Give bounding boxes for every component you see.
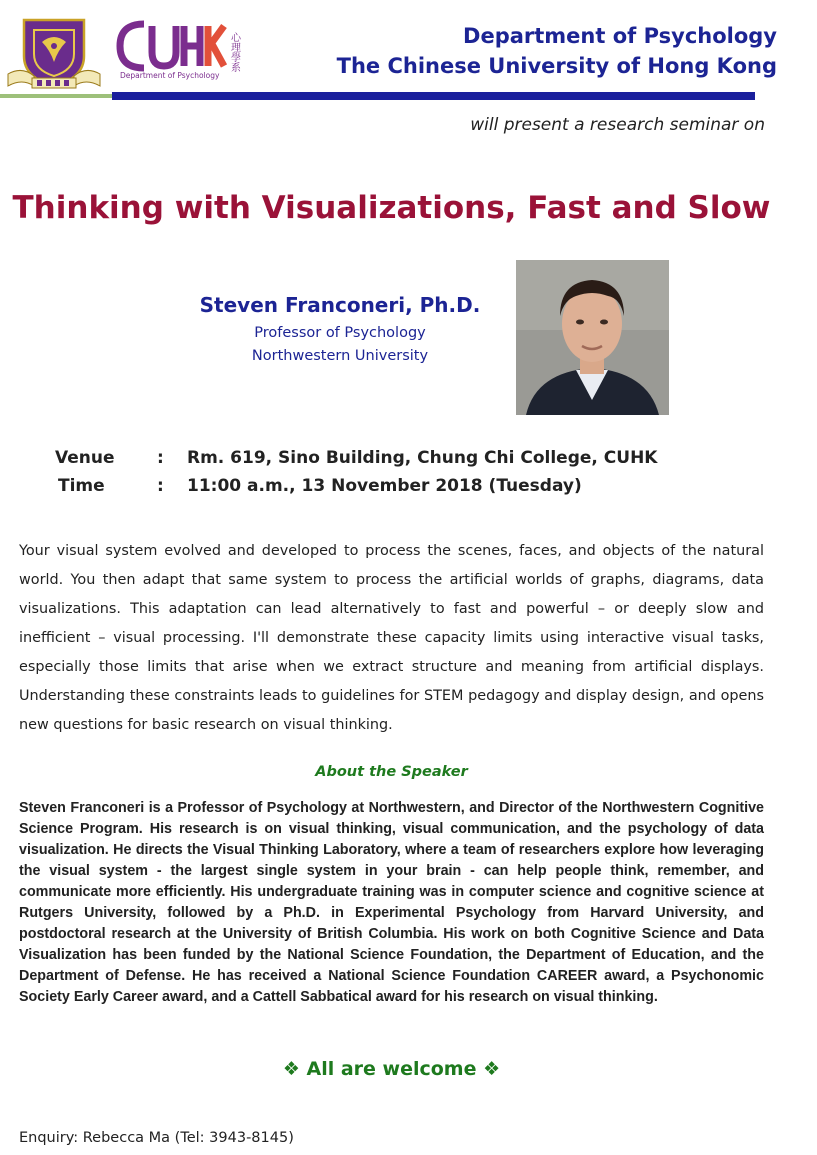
venue-label: Venue [55, 448, 115, 468]
speaker-photo [516, 260, 669, 415]
venue-value: Rm. 619, Sino Building, Chung Chi College, CUHK [187, 448, 658, 468]
speaker-institution: Northwestern University [251, 348, 429, 364]
about-speaker-heading: About the Speaker [315, 764, 468, 780]
time-separator: : [157, 476, 164, 496]
welcome-message: ❖ All are welcome ❖ [282, 1058, 501, 1080]
time-value: 11:00 a.m., 13 November 2018 (Tuesday) [187, 476, 582, 496]
header-rule-green [0, 94, 112, 98]
intro-line: will present a research seminar on [470, 115, 765, 135]
seminar-title: Thinking with Visualizations, Fast and Slow [12, 190, 771, 226]
department-name: Department of Psychology [463, 24, 777, 48]
enquiry-contact: Enquiry: Rebecca Ma (Tel: 3943-8145) [19, 1130, 294, 1146]
psychology-department-logo [116, 16, 246, 80]
speaker-position: Professor of Psychology [254, 325, 426, 341]
logo-chinese: 心理學系 [228, 32, 240, 72]
cuhk-crest-logo [4, 16, 104, 92]
time-label: Time [58, 476, 105, 496]
university-name: The Chinese University of Hong Kong [336, 54, 777, 78]
abstract-paragraph: Your visual system evolved and developed to process the scenes, faces, and objects of the natural world. You then adapt that same system to process the artificial worlds of graphs, diagrams, data visualizations. This adaptation can lead alternatively to fast and powerful – or deeply slow and inefficient – visual processing. I'll demonstrate these capacity limits using interactive visual tasks, especially those limits that arise when we extract structure and meaning from artificial displays. Understanding these constraints leads to guidelines for STEM pedagogy and display design, and opens new questions for basic research on visual thinking. [19, 543, 764, 733]
venue-separator: : [157, 448, 164, 468]
speaker-bio: Steven Franconeri is a Professor of Psychology at Northwestern, and Director of the Northwestern Cognitive Science Program. His research is on visual thinking, visual communication, and the psychology of data visualization. He directs the Visual Thinking Laboratory, where a team of researchers explore how leveraging the visual system - the largest single system in your brain - can help people think, remember, and communicate more efficiently. His undergraduate training was in computer science and cognitive science at Rutgers University, followed by a Ph.D. in Experimental Psychology from Harvard University, and postdoctoral research at the University of British Columbia. His work on both Cognitive Science and Data Visualization has been funded by the National Science Foundation, the Department of Education, and the Department of Defense. He has received a National Science Foundation CAREER award, a Psychonomic Society Early Career award, and a Cattell Sabbatical award for his research on visual thinking. [19, 800, 764, 1005]
logo-lettering: Department of Psychology [120, 71, 220, 80]
speaker-name: Steven Franconeri, Ph.D. [199, 293, 481, 317]
header-rule-blue [112, 92, 755, 100]
